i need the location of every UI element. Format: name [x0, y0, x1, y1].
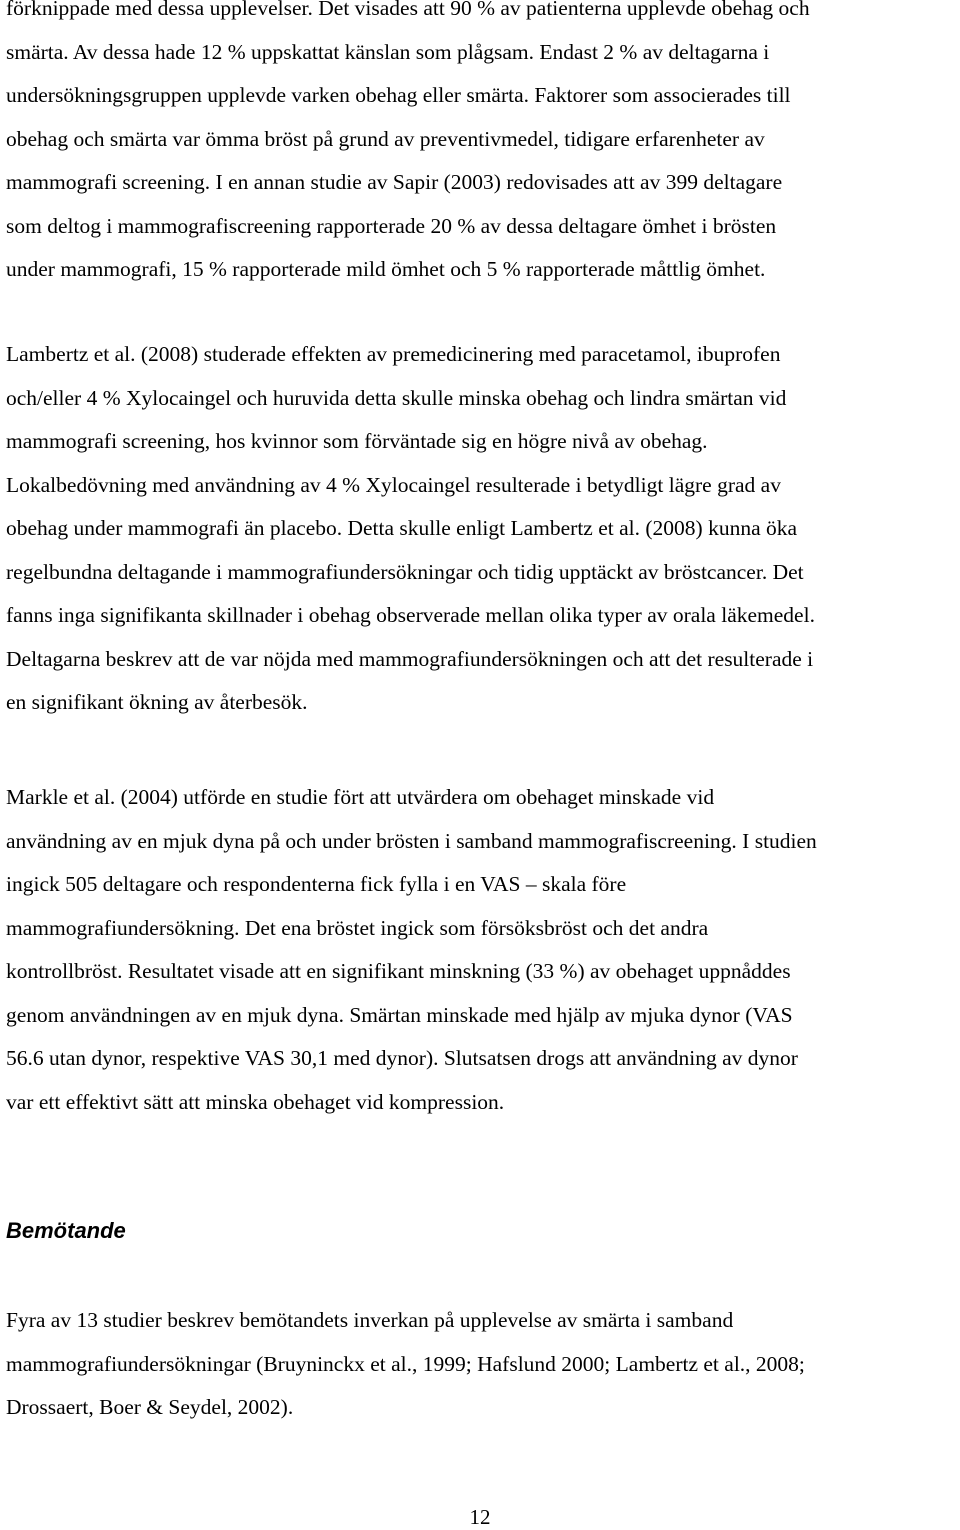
- page-number: 12: [469, 1505, 491, 1529]
- text-line: smärta. Av dessa hade 12 % uppskattat känslan som plågsam. Endast 2 % av deltagarna i: [6, 39, 770, 64]
- text-line: en signifikant ökning av återbesök.: [6, 690, 308, 714]
- text-line: Markle et al. (2004) utförde en studie fört att utvärdera om obehaget minskade vid: [6, 785, 715, 809]
- paragraph-pain-experience: [6, 0, 810, 292]
- text-line: mammografiundersökning. Det ena bröstet ingick som försöksbröst och det andra: [6, 915, 709, 940]
- paragraph-markle: [6, 776, 817, 1124]
- text-line: och/eller 4 % Xylocaingel och huruvida detta skulle minska obehag och lindra smärtan vid: [6, 385, 787, 410]
- paragraph-lambertz: [6, 333, 815, 725]
- text-line: Fyra av 13 studier beskrev bemötandets inverkan på upplevelse av smärta i samband: [6, 1308, 734, 1332]
- text-line: obehag under mammografi än placebo. Detta skulle enligt Lambertz et al. (2008) kunna öka: [6, 516, 798, 540]
- text-line: förknippade med dessa upplevelser. Det visades att 90 % av patienterna upplevde obehag och: [6, 0, 810, 20]
- text-line: fanns inga signifikanta skillnader i obehag observerade mellan olika typer av orala läkemedel.: [6, 603, 815, 627]
- text-line: mammografiundersökningar (Bruyninckx et al., 1999; Hafslund 2000; Lambertz et al., 2008;: [6, 1351, 805, 1376]
- text-line: undersökningsgruppen upplevde varken obehag eller smärta. Faktorer som associerades till: [6, 83, 791, 107]
- text-line: mammografi screening. I en annan studie av Sapir (2003) redovisades att av 399 deltagare: [6, 170, 783, 194]
- text-line: ingick 505 deltagare och respondenterna fick fylla i en VAS – skala före: [6, 872, 627, 896]
- section-heading: Bemötande: [6, 1218, 126, 1243]
- text-line: Lokalbedövning med användning av 4 % Xylocaingel resulterade i betydligt lägre grad av: [6, 472, 781, 497]
- paragraph-bemotande: [6, 1299, 805, 1430]
- text-line: under mammografi, 15 % rapporterade mild ömhet och 5 % rapporterade måttlig ömhet.: [6, 257, 766, 281]
- text-line: som deltog i mammografiscreening rapporterade 20 % av dessa deltagare ömhet i brösten: [6, 213, 777, 238]
- text-line: mammografi screening, hos kvinnor som förväntade sig en högre nivå av obehag.: [6, 429, 708, 453]
- text-line: obehag och smärta var ömma bröst på grund av preventivmedel, tidigare erfarenheter av: [6, 126, 765, 151]
- text-line: Drossaert, Boer & Seydel, 2002).: [6, 1395, 294, 1419]
- text-line: var ett effektivt sätt att minska obehaget vid kompression.: [6, 1089, 505, 1114]
- text-line: Deltagarna beskrev att de var nöjda med mammografiundersökningen och att det resulterade i: [6, 646, 814, 671]
- text-line: genom användningen av en mjuk dyna. Smärtan minskade med hjälp av mjuka dynor (VAS: [6, 1002, 793, 1027]
- text-line: kontrollbröst. Resultatet visade att en signifikant minskning (33 %) av obehaget uppnåddes: [6, 959, 791, 983]
- text-line: Lambertz et al. (2008) studerade effekten av premedicinering med paracetamol, ibuprofen: [6, 342, 781, 366]
- text-line: regelbundna deltagande i mammografiundersökningar och tidig upptäckt av bröstcancer. Det: [6, 559, 804, 584]
- text-line: användning av en mjuk dyna på och under brösten i samband mammografiscreening. I studien: [6, 828, 817, 853]
- text-line: 56.6 utan dynor, respektive VAS 30,1 med dynor). Slutsatsen drogs att användning av dynor: [6, 1046, 798, 1070]
